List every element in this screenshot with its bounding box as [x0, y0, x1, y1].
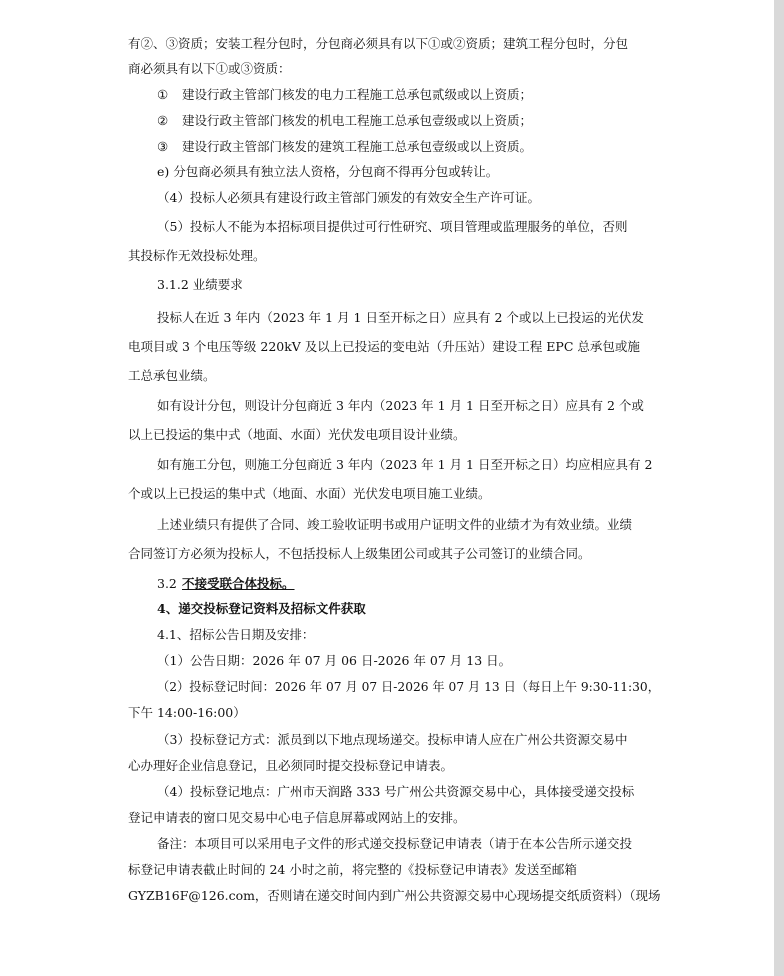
text-line: 如有设计分包，则设计分包商近 3 年内（2023 年 1 月 1 日至开标之日）应具有 2 个或 — [157, 398, 644, 413]
text-line: 登记申请表的窗口见交易中心电子信息屏幕或网站上的安排。 — [128, 810, 466, 825]
text-line: GYZB16F@126.com，否则请在递交时间内到广州公共资源交易中心现场提交纸质资料）（现场 — [128, 888, 661, 903]
list-item: 建设行政主管部门核发的机电工程施工总承包壹级或以上资质； — [182, 113, 533, 128]
page-edge-shadow — [774, 0, 784, 976]
text-line: （5）投标人不能为本招标项目提供过可行性研究、项目管理或监理服务的单位，否则 — [157, 219, 628, 234]
text-line: 上述业绩只有提供了合同、竣工验收证明书或用户证明文件的业绩才为有效业绩。业绩 — [157, 517, 633, 532]
text-line: e) 分包商必须具有独立法人资格，分包商不得再分包或转让。 — [157, 164, 499, 179]
list-marker: ② — [157, 113, 169, 128]
text-line: 标登记申请表截止时间的 24 小时之前，将完整的《投标登记申请表》发送至邮箱 — [128, 862, 577, 877]
section-heading: 4、递交投标登记资料及招标文件获取 — [157, 601, 366, 616]
text-line: 以上已投运的集中式（地面、水面）光伏发电项目设计业绩。 — [128, 427, 466, 442]
section-heading: 4.1、招标公告日期及安排： — [157, 627, 315, 642]
text-line: 个或以上已投运的集中式（地面、水面）光伏发电项目施工业绩。 — [128, 486, 491, 501]
text-line: 工总承包业绩。 — [128, 368, 216, 383]
section-number: 3.2 — [157, 576, 177, 591]
text-line: 下午 14:00-16:00） — [128, 705, 246, 720]
text-line: （1）公告日期：2026 年 07 月 06 日-2026 年 07 月 13 日。 — [157, 653, 512, 668]
section-heading: 3.1.2 业绩要求 — [157, 277, 243, 292]
text-line: 商必须具有以下①或③资质： — [128, 61, 291, 76]
list-marker: ① — [157, 87, 169, 102]
text-line: （4）投标人必须具有建设行政主管部门颁发的有效安全生产许可证。 — [157, 190, 540, 205]
text-line: 投标人在近 3 年内（2023 年 1 月 1 日至开标之日）应具有 2 个或以上已投运的光伏发 — [157, 310, 644, 325]
text-line: 如有施工分包，则施工分包商近 3 年内（2023 年 1 月 1 日至开标之日）均应相应具有 2 — [157, 457, 653, 472]
list-marker: ③ — [157, 139, 169, 154]
text-line: 心办理好企业信息登记，且必须同时提交投标登记申请表。 — [128, 758, 454, 773]
section-heading-underlined: 不接受联合体投标。 — [182, 576, 295, 591]
text-line: 备注：本项目可以采用电子文件的形式递交投标登记申请表（请于在本公告所示递交投 — [157, 836, 633, 851]
list-item: 建设行政主管部门核发的建筑工程施工总承包壹级或以上资质。 — [182, 139, 533, 154]
text-line: （2）投标登记时间：2026 年 07 月 07 日-2026 年 07 月 13 日（每日上午 9:30-11:30， — [157, 679, 660, 694]
text-line: 其投标作无效投标处理。 — [128, 248, 266, 263]
text-line: 合同签订方必须为投标人，不包括投标人上级集团公司或其子公司签订的业绩合同。 — [128, 546, 591, 561]
text-line: （4）投标登记地点：广州市天润路 333 号广州公共资源交易中心，具体接受递交投标 — [157, 784, 635, 799]
text-line: 电项目或 3 个电压等级 220kV 及以上已投运的变电站（升压站）建设工程 EPC 总承包或施 — [128, 339, 640, 354]
text-line: （3）投标登记方式：派员到以下地点现场递交。投标申请人应在广州公共资源交易中 — [157, 732, 628, 747]
text-line: 有②、③资质；安装工程分包时，分包商必须具有以下①或②资质；建筑工程分包时，分包 — [128, 36, 629, 51]
list-item: 建设行政主管部门核发的电力工程施工总承包贰级或以上资质； — [182, 87, 533, 102]
